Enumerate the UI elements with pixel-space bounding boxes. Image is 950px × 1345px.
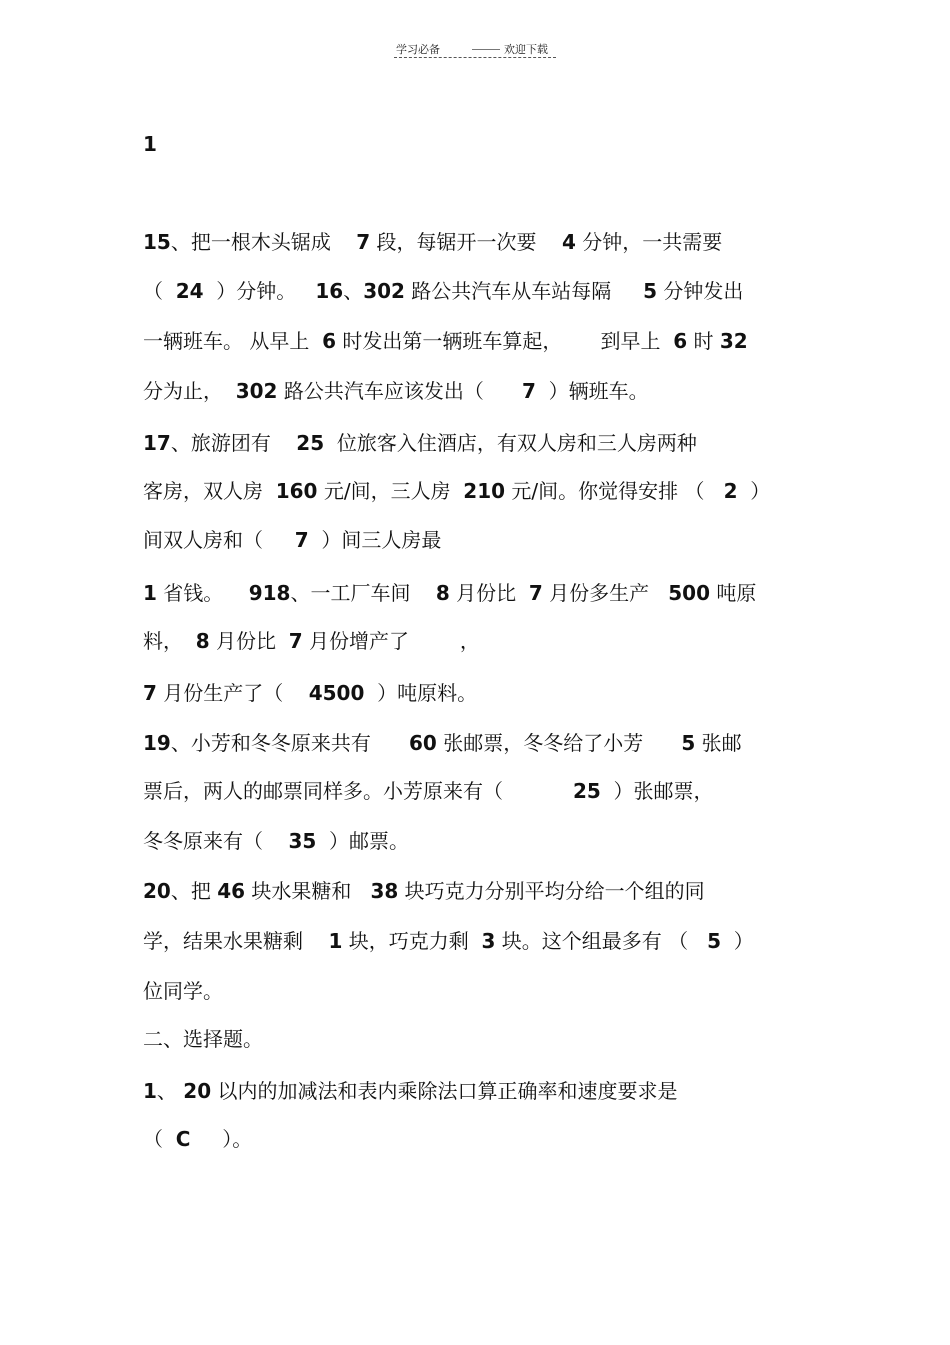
bold-text-segment: 8 [195,629,210,653]
text-line [143,828,409,854]
text-segment: 、旅游团有 [170,431,297,455]
text-line [143,378,649,404]
text-segment: 块巧克力分别平均分给一个组的同 [398,879,705,903]
text-segment: ）张邮票， [600,779,714,803]
bold-text-segment: 25 [572,779,601,803]
text-line [143,580,756,606]
text-line [143,928,754,954]
text-segment: ）。 [190,1127,253,1151]
header-underline [472,49,500,50]
bold-text-segment: 4500 [308,681,365,705]
text-line [143,730,742,756]
text-segment: 、一工厂车间 [290,581,436,605]
bold-text-segment: 210 [463,479,506,503]
bold-text-segment: 6 [322,329,336,353]
text-line [143,1078,677,1104]
text-line [143,628,480,654]
text-line [143,278,743,304]
text-segment: 、 [156,1079,184,1103]
bold-text-segment: 25 [296,431,325,455]
bold-text-segment: 5 [707,929,722,953]
text-segment: 学，结果水果糖剩 [143,929,329,953]
text-segment: 位旅客入住酒店，有双人房和三人房两种 [324,431,697,455]
header-right-text: 欢迎下载 [504,43,548,56]
bold-text-segment: 24 [175,279,204,303]
text-line [143,1026,263,1052]
text-segment: ）吨原料。 [364,681,478,705]
text-segment: 二、选择题。 [143,1027,263,1051]
text-segment: 、把一根木头锯成 [170,230,357,254]
bold-text-segment: 7 [288,629,303,653]
text-segment: 客房，双人房 [143,479,276,503]
text-segment: 元/间。你觉得安排 （ [505,479,724,503]
bold-text-segment: 1 [328,929,343,953]
text-segment: （ [143,279,176,303]
text-segment: 张邮 [695,731,742,755]
text-segment: 料， [143,629,196,653]
bold-text-segment: 60 [409,731,437,755]
bold-text-segment: 5 [643,279,658,303]
text-line [143,878,705,904]
text-segment: 路公共汽车从车站每隔 [404,279,644,303]
bold-text-segment: 20 [143,879,171,903]
bold-text-segment: 302 [235,379,278,403]
text-segment: 、 [343,279,364,303]
bold-text-segment: 4 [562,230,576,254]
text-segment: 时 [687,329,720,353]
text-segment: 路公共汽车应该发出（ [277,379,522,403]
bold-text-segment: 7 [294,528,309,552]
bold-text-segment: 7 [521,379,536,403]
text-segment: 块，巧克力剩 [342,929,482,953]
text-segment: 冬冬原来有（ [143,829,289,853]
bold-text-segment: 1 [143,581,157,605]
text-segment: 省钱。 [156,581,249,605]
bold-text-segment: 918 [248,581,291,605]
text-segment: ）间三人房最 [308,528,442,552]
bold-text-segment: 1 [143,1079,157,1103]
text-line [143,1126,252,1152]
text-line [143,229,722,255]
text-segment: 时发出第一辆班车算起， 到早上 [336,329,674,353]
bold-text-segment: 6 [673,329,688,353]
text-segment: 月份增产了 ， [302,629,480,653]
text-segment: 以内的加减法和表内乘除法口算正确率和速度要求是 [211,1079,678,1103]
text-line [143,328,748,354]
text-segment: 分钟发出 [657,279,744,303]
header-left-text: 学习必备 [396,43,440,56]
text-segment: 间双人房和（ [143,528,295,552]
bold-text-segment: 20 [183,1079,212,1103]
text-segment: 分为止， [143,379,236,403]
text-segment: 、把 [170,879,218,903]
text-segment: 张邮票，冬冬给了小芳 [436,731,682,755]
text-line [143,478,770,504]
text-segment: 元/间，三人房 [317,479,464,503]
text-line [143,778,714,804]
bold-text-segment: 7 [356,230,371,254]
text-segment: 吨原 [710,581,757,605]
text-segment: 块水果糖和 [245,879,371,903]
page-header [394,39,556,58]
bold-text-segment: C [175,1127,191,1151]
text-segment: （ [143,1127,176,1151]
text-segment: 月份比 [209,629,289,653]
text-segment: ） [737,479,771,503]
text-segment: ）分钟。 [203,279,316,303]
text-segment: 票后，两人的邮票同样多。小芳原来有（ [143,779,573,803]
text-segment: ） [721,929,754,953]
bold-text-segment: 2 [723,479,738,503]
text-segment: 月份多生产 [542,581,669,605]
text-line [143,680,477,706]
bold-text-segment: 160 [275,479,318,503]
bold-text-segment: 17 [143,431,171,455]
text-line [143,430,697,456]
bold-text-segment: 15 [143,230,171,254]
text-segment: 月份生产了（ [156,681,309,705]
bold-text-segment: 7 [528,581,543,605]
text-segment: 段，每锯开一次要 [370,230,562,254]
text-segment: 月份比 [449,581,529,605]
bold-text-segment: 16 [315,279,344,303]
text-segment: 一辆班车。 从早上 [143,329,323,353]
bold-text-segment: 5 [681,731,696,755]
bold-text-segment: 46 [217,879,246,903]
text-segment: 分钟，一共需要 [575,230,723,254]
bold-text-segment: 500 [668,581,711,605]
bold-text-segment: 35 [288,829,317,853]
bold-text-segment: 19 [143,731,171,755]
text-segment: 、小芳和冬冬原来共有 [170,731,409,755]
page-number: 1 [143,132,157,156]
text-segment: ）辆班车。 [535,379,649,403]
text-line [143,978,223,1004]
bold-text-segment: 8 [435,581,450,605]
text-line [143,527,441,553]
bold-text-segment: 32 [719,329,748,353]
text-segment: 块。这个组最多有 （ [495,929,708,953]
text-segment: 位同学。 [143,979,223,1003]
bold-text-segment: 302 [363,279,405,303]
bold-text-segment: 3 [481,929,496,953]
bold-text-segment: 7 [143,681,157,705]
bold-text-segment: 38 [370,879,399,903]
text-segment: ）邮票。 [316,829,409,853]
